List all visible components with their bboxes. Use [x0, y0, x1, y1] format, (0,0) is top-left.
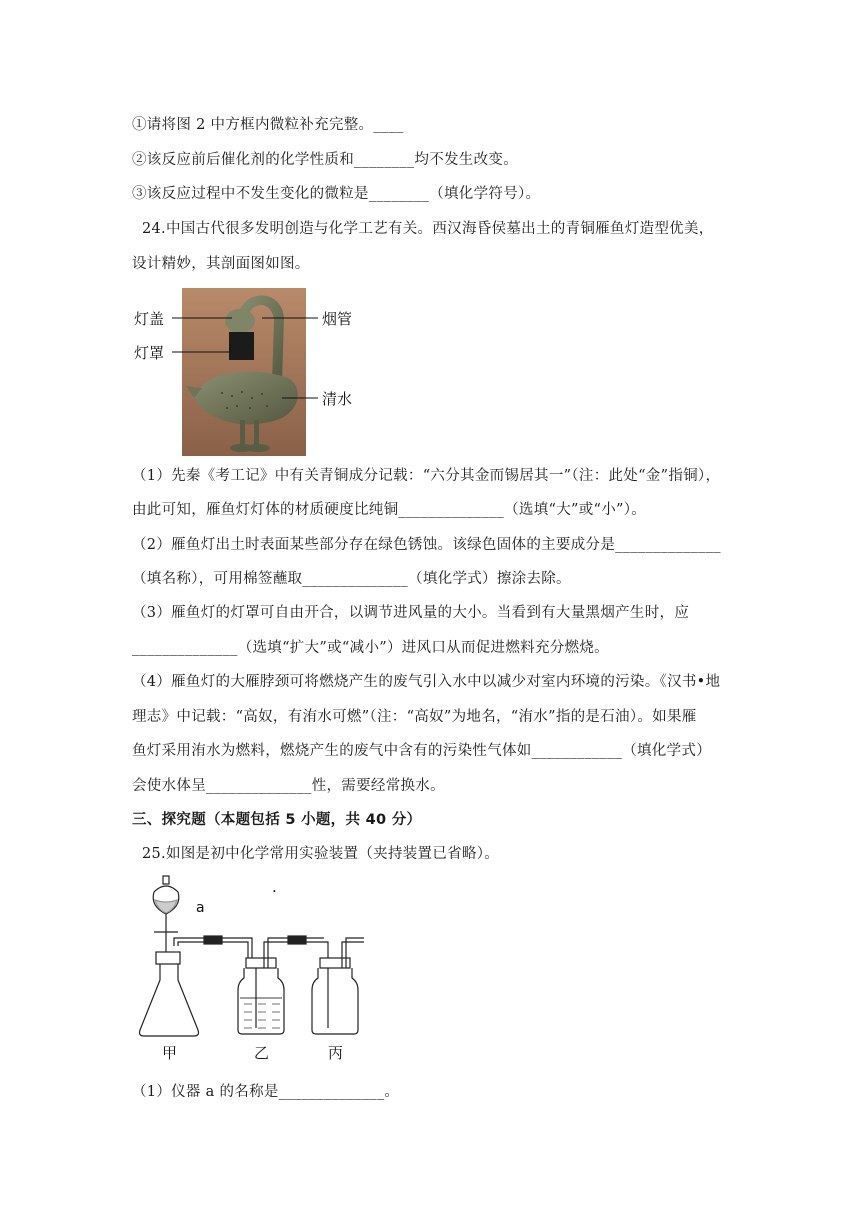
question-24-part1: （1）先秦《考工记》中有关青铜成分记载：“六分其金而锡居其一”（注：此处“金”指铜），: [132, 468, 721, 484]
lamp-label-water: 清水: [322, 390, 353, 408]
lamp-label-pipe: 烟管: [322, 310, 353, 328]
question-24-intro: 24.中国古代很多发明创造与化学工艺有关。西汉海昏侯墓出土的青铜雁鱼灯造型优美，: [142, 221, 714, 237]
question-24-part1-cont: 由此可知，雁鱼灯灯体的材质硬度比纯铜______________（选填“大”或“小”）。: [132, 502, 647, 518]
question-25-intro: 25.如图是初中化学常用实验装置（夹持装置已省略）。: [142, 846, 500, 862]
question-23-sub2: ②该反应前后催化剂的化学性质和________均不发生改变。: [132, 152, 518, 168]
question-24-part2-cont: （填名称），可用棉签蘸取______________（填化学式）擦涂去除。: [132, 571, 571, 587]
lamp-label-shade: 灯罩: [134, 344, 165, 362]
apparatus-label-bing: 丙: [328, 1044, 344, 1062]
lab-apparatus-figure: [132, 870, 372, 1070]
question-24-part4-cont1: 理志》中记载：“高奴，有洧水可燃”（注：“高奴”为地名，“洧水”指的是石油）。如果雁: [132, 709, 697, 725]
question-24-part3-cont: ______________（选填“扩大”或“减小”）进风口从而促进燃料充分燃烧。: [132, 640, 609, 656]
question-24-part2: （2）雁鱼灯出土时表面某些部分存在绿色锈蚀。该绿色固体的主要成分是______________: [132, 537, 721, 553]
question-23-sub1: ①请将图 2 中方框内微粒补充完整。____: [132, 117, 404, 133]
apparatus-label-jia: 甲: [162, 1044, 178, 1062]
lamp-label-lid: 灯盖: [134, 310, 165, 328]
bronze-lamp-figure: [132, 288, 362, 456]
apparatus-label-yi: 乙: [254, 1044, 270, 1062]
question-24-part3: （3）雁鱼灯的灯罩可自由开合，以调节进风量的大小。当看到有大量黑烟产生时，应: [132, 605, 690, 621]
apparatus-label-a: a: [196, 900, 205, 916]
question-23-sub3: ③该反应过程中不发生变化的微粒是________（填化学符号）。: [132, 186, 541, 202]
section-heading: 三、探究题（本题包括 5 小题，共 40 分）: [132, 812, 422, 828]
question-25-part1: （1）仪器 a 的名称是______________。: [132, 1084, 400, 1100]
question-24-part4: （4）雁鱼灯的大雁脖颈可将燃烧产生的废气引入水中以减少对室内环境的污染。《汉书•地: [132, 674, 721, 690]
question-24-part4-cont2: 鱼灯采用洧水为燃料，燃烧产生的废气中含有的污染性气体如____________（填化学式）: [132, 743, 711, 759]
question-24-intro-cont: 设计精妙，其剖面图如图。: [132, 256, 310, 272]
lab-apparatus-drawing: [132, 870, 372, 1070]
question-24-part4-cont3: 会使水体呈______________性，需要经常换水。: [132, 778, 445, 794]
apparatus-dot: .: [272, 878, 277, 896]
